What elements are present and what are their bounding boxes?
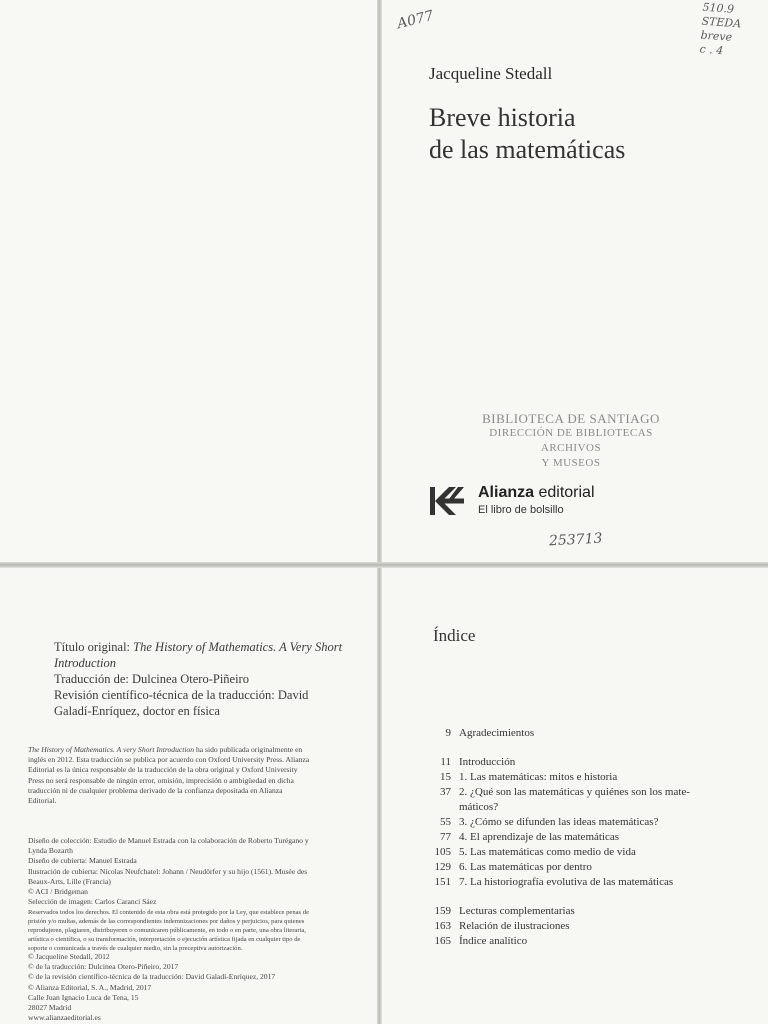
copyright-page xyxy=(0,568,378,1024)
design-credits xyxy=(28,836,312,907)
call-number-line: STEDA xyxy=(701,14,742,31)
toc-title: Agradecimientos xyxy=(459,727,535,739)
publisher-name-rest: editorial xyxy=(534,484,595,501)
call-number-line: c . 4 xyxy=(699,42,724,58)
copyright-line: www.alianzaeditorial.es xyxy=(28,1013,101,1023)
book-author: Jacqueline Stedall xyxy=(429,64,553,83)
toc-page: 151 xyxy=(434,876,451,888)
toc-page xyxy=(421,800,459,815)
toc-title: 5. Las matemáticas como medio de vida xyxy=(459,846,636,858)
copyright-line: © de la revisión científico-técnica de la traducción: David Galadí-Enríquez, 2017 xyxy=(28,972,276,982)
toc-page: 77 xyxy=(440,831,451,843)
toc-row xyxy=(421,755,751,770)
vertical-fold xyxy=(377,0,382,1024)
copyright-line: © Alianza Editorial, S. A., Madrid, 2017 xyxy=(28,982,152,992)
design-credit-line: Diseño de cubierta: Manuel Estrada xyxy=(28,856,137,866)
design-credit-line: © ACI / Bridgeman xyxy=(28,887,88,897)
toc-row xyxy=(421,726,751,741)
toc-page: 163 xyxy=(434,920,451,932)
translator: Traducción de: Dulcinea Otero-Piñeiro xyxy=(54,672,249,686)
technical-review: Revisión científico-técnica de la traducción: David Galadí-Enríquez, doctor en física xyxy=(54,688,309,718)
toc-title: Lecturas complementarias xyxy=(459,905,575,917)
horizontal-fold xyxy=(0,562,768,568)
toc-page: 165 xyxy=(434,935,451,947)
handwritten-code: A077 xyxy=(395,7,436,33)
toc-row xyxy=(421,845,751,860)
table-of-contents xyxy=(421,726,751,949)
alianza-logo-icon xyxy=(428,486,466,516)
toc-title: máticos? xyxy=(459,801,499,813)
rights-notice: Reservados todos los derechos. El contenido de esta obra está protegido por la Ley, que establece penas de prisión y/o multas, además de las correspondientes indemnizaciones por daños y perjuicios, para quienes reprodujeren, plagiaren, distribuyeren o comunicaren públicamente, en todo o en parte, una obra literaria, artística o científica, o su transformación, interpretación o ejecución artística fijada en cualquier tipo de soporte o comunicada a través de cualquier medio, sin la preceptiva autorización. xyxy=(28,909,309,952)
toc-title: 6. Las matemáticas por dentro xyxy=(459,861,592,873)
toc-row xyxy=(421,860,751,875)
toc-title: 1. Las matemáticas: mitos e historia xyxy=(459,771,618,783)
design-credit-line: Diseño de colección: Estudio de Manuel Estrada con la colaboración de Roberto Turégano y Lynda Bozarth xyxy=(28,836,309,856)
handwritten-inventory-number: 253713 xyxy=(548,530,603,550)
notice-text: ha sido publicada originalmente en inglés en 2012. Esta traducción se publica por acuerdo con Oxford University Press. Alianza Editorial es la única responsable de la traducción de la obra original y Oxford University Press no será responsable de ningún error, omisión, imprecisión o ambigüedad en dicha traducción ni de cualquier problema derivado de la confianza depositada en Alianza Editorial. xyxy=(28,745,310,806)
toc-row xyxy=(421,800,751,815)
toc-page: 55 xyxy=(440,816,451,828)
toc-row xyxy=(421,934,751,949)
toc-page: 105 xyxy=(434,846,451,858)
book-title-line: de las matemáticas xyxy=(429,135,626,164)
toc-title: Relación de ilustraciones xyxy=(459,920,570,932)
stamp-line: Y MUSEOS xyxy=(541,457,601,469)
original-title xyxy=(54,639,344,671)
title-page xyxy=(381,0,768,562)
toc-title: 7. La historiografía evolutiva de las matemáticas xyxy=(459,876,674,888)
handwritten-call-number xyxy=(699,1,742,60)
index-heading: Índice xyxy=(433,626,476,645)
design-credit-line: Ilustración de cubierta: Nicolas Neufchatel: Johann / Neudörfer y su hijo (1561). Musée des Beaux-Arts, Lille (Francia) xyxy=(28,866,308,886)
copyright-line: 28027 Madrid xyxy=(28,1003,72,1013)
original-title-label: Título original: xyxy=(54,640,134,654)
toc-page: 129 xyxy=(434,861,451,873)
stamp-line: DIRECCIÓN DE BIBLIOTECAS ARCHIVOS xyxy=(489,427,653,454)
stamp-line: BIBLIOTECA DE SANTIAGO xyxy=(482,411,660,426)
toc-row xyxy=(421,875,751,890)
publisher-name xyxy=(478,484,595,502)
toc-page: 37 xyxy=(440,786,451,798)
toc-title: 3. ¿Cómo se difunden las ideas matemáticas? xyxy=(459,816,659,828)
book-title-line: Breve historia xyxy=(429,103,576,132)
toc-row xyxy=(421,830,751,845)
toc-title: 2. ¿Qué son las matemáticas y quiénes son los mate- xyxy=(459,786,690,798)
toc-page: 15 xyxy=(440,771,451,783)
toc-title: 4. El aprendizaje de las matemáticas xyxy=(459,831,620,843)
blank-page xyxy=(0,0,378,565)
publication-notice xyxy=(28,745,312,806)
publisher-name-bold: Alianza xyxy=(478,484,535,501)
toc-row xyxy=(421,785,751,800)
original-title-value: The History of Mathematics. A Very Short Introduction xyxy=(54,640,343,670)
toc-row xyxy=(421,770,751,785)
toc-row xyxy=(421,919,751,934)
copyright-line: © Jacqueline Stedall, 2012 xyxy=(28,952,110,961)
notice-title: The History of Mathematics. A very Short Introduction xyxy=(28,745,195,754)
book-title xyxy=(429,102,625,166)
call-number-line: 510.9 xyxy=(702,0,735,16)
toc-row xyxy=(421,815,751,830)
toc-page: 9 xyxy=(445,727,451,739)
toc-page: 11 xyxy=(440,756,451,768)
index-page xyxy=(381,566,768,1024)
toc-title: Índice analítico xyxy=(459,935,528,947)
design-credit-line: Selección de imagen: Carlos Caranci Sáez xyxy=(28,897,157,907)
copyright-line: Calle Juan Ignacio Luca de Tena, 15 xyxy=(28,992,139,1002)
toc-title: Introducción xyxy=(459,756,516,768)
call-number-line: breve xyxy=(700,28,733,44)
publisher-series: El libro de bolsillo xyxy=(478,504,564,516)
toc-row xyxy=(421,904,751,919)
copyright-lines xyxy=(28,952,312,1023)
toc-page: 159 xyxy=(434,905,451,917)
copyright-line: © de la traducción: Dulcinea Otero-Piñeiro, 2017 xyxy=(28,962,179,972)
library-stamp xyxy=(481,411,661,471)
